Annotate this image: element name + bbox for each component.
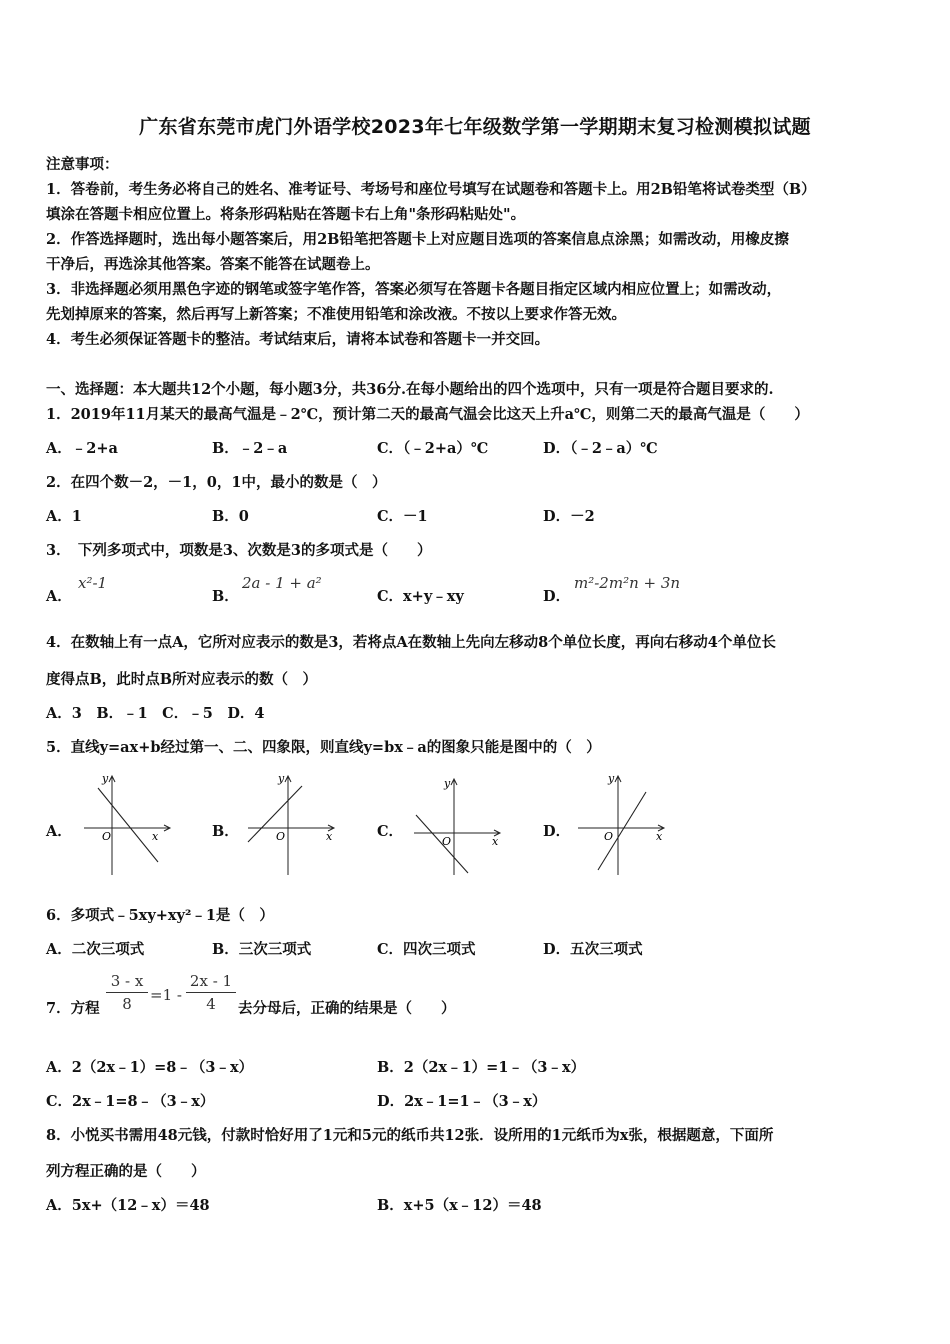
q5-graph-c	[406, 775, 506, 885]
q2-option-a[interactable]: A．1	[46, 508, 82, 525]
y-axis-label: y	[278, 772, 285, 785]
question-2-stem: 2．在四个数－2，－1，0，1中，最小的数是（ ）	[46, 474, 387, 491]
q7-option-a[interactable]: A．2（2x﹣1）=8﹣（3﹣x）	[46, 1059, 254, 1076]
q5-option-c[interactable]: C．	[377, 823, 404, 840]
q6-option-d[interactable]: D．五次三项式	[543, 941, 643, 958]
q7-equation-middle: =1 -	[150, 986, 182, 1004]
question-6-stem: 6．多项式﹣5xy+xy²﹣1是（ ）	[46, 907, 274, 924]
q6-option-a[interactable]: A．二次三项式	[46, 941, 145, 958]
notice-line: 1．答卷前，考生务必将自己的姓名、准考证号、考场号和座位号填写在试题卷和答题卡上。用2B铅笔将试卷类型（B）	[46, 181, 816, 198]
q5-graph-b	[240, 770, 340, 880]
notice-heading: 注意事项：	[46, 156, 119, 173]
x-axis-label: x	[326, 830, 333, 843]
q5-option-b[interactable]: B．	[212, 823, 239, 840]
notice-line: 3．非选择题必须用黑色字迹的钢笔或签字笔作答，答案必须写在答题卡各题目指定区域内相应位置上；如需改动，	[46, 281, 782, 298]
q3-formula-a: x²-1	[78, 574, 108, 592]
q7-fraction-2	[186, 972, 236, 1013]
notice-line: 2．作答选择题时，选出每小题答案后，用2B铅笔把答题卡上对应题目选项的答案信息点涂黑；如需改动，用橡皮擦	[46, 231, 789, 248]
q3-formula-d: m²-2m²n + 3n	[574, 574, 681, 592]
x-axis-label: x	[656, 830, 663, 843]
origin-label: O	[442, 835, 452, 848]
q2-option-c[interactable]: C．－1	[377, 508, 428, 525]
q7-option-c[interactable]: C．2x﹣1=8﹣（3﹣x）	[46, 1093, 215, 1110]
origin-label: O	[604, 830, 614, 843]
origin-label: O	[102, 830, 112, 843]
question-4-stem-cont: 度得点B，此时点B所对应表示的数（ ）	[46, 671, 318, 688]
q7-option-b[interactable]: B．2（2x﹣1）=1﹣（3﹣x）	[377, 1059, 586, 1076]
y-axis-label: y	[102, 772, 109, 785]
q6-option-c[interactable]: C．四次三项式	[377, 941, 476, 958]
fraction-denominator: 8	[122, 995, 132, 1013]
notice-line: 填涂在答题卡相应位置上。将条形码粘贴在答题卡右上角"条形码粘贴处"。	[46, 206, 526, 223]
q6-option-b[interactable]: B．三次三项式	[212, 941, 312, 958]
q5-graph-d	[570, 770, 670, 880]
q2-option-d[interactable]: D．－2	[543, 508, 595, 525]
question-8-stem-cont: 列方程正确的是（ ）	[46, 1163, 206, 1180]
question-4-stem: 4．在数轴上有一点A，它所对应表示的数是3，若将点A在数轴上先向左移动8个单位长度，再向右移动4个单位长	[46, 634, 776, 651]
q5-option-a[interactable]: A．	[46, 823, 72, 840]
page-title: 广东省东莞市虎门外语学校2023年七年级数学第一学期期末复习检测模拟试题	[139, 116, 811, 138]
notice-line: 先划掉原来的答案，然后再写上新答案；不准使用铅笔和涂改液。不按以上要求作答无效。	[46, 306, 626, 323]
q3-formula-b: 2a - 1 + a²	[242, 574, 322, 592]
q3-option-c[interactable]: C．x+y﹣xy	[377, 588, 464, 605]
q2-option-b[interactable]: B．0	[212, 508, 249, 525]
q1-option-c[interactable]: C．（﹣2+a）℃	[377, 440, 489, 457]
origin-label: O	[276, 830, 286, 843]
q8-option-b[interactable]: B．x+5（x﹣12）＝48	[377, 1197, 542, 1214]
q3-option-d[interactable]: D．	[543, 588, 571, 605]
question-1-stem: 1．2019年11月某天的最高气温是﹣2℃，预计第二天的最高气温会比这天上升a℃，则第二天的最高气温是（ ）	[46, 406, 809, 423]
x-axis-label: x	[492, 835, 499, 848]
question-3-stem: 3． 下列多项式中，项数是3、次数是3的多项式是（ ）	[46, 542, 432, 559]
q1-option-a[interactable]: A．﹣2+a	[46, 440, 118, 457]
section-heading: 一、选择题：本大题共12个小题，每小题3分，共36分.在每小题给出的四个选项中，只有一项是符合题目要求的.	[46, 381, 774, 398]
fraction-numerator: 2x - 1	[186, 972, 236, 993]
notice-line: 干净后，再选涂其他答案。答案不能答在试题卷上。	[46, 256, 380, 273]
question-5-stem: 5．直线y=ax+b经过第一、二、四象限，则直线y=bx﹣a的图象只能是图中的（ ）	[46, 739, 601, 756]
fraction-denominator: 4	[206, 995, 216, 1013]
question-7-prefix: 7．方程	[46, 1000, 100, 1017]
q5-graph-a	[76, 770, 176, 880]
question-7-suffix: 去分母后，正确的结果是（ ）	[238, 1000, 456, 1017]
y-axis-label: y	[608, 772, 615, 785]
q1-option-d[interactable]: D．（﹣2﹣a）℃	[543, 440, 658, 457]
notice-line: 4．考生必须保证答题卡的整洁。考试结束后，请将本试卷和答题卡一并交回。	[46, 331, 550, 348]
q7-option-d[interactable]: D．2x﹣1=1﹣（3﹣x）	[377, 1093, 547, 1110]
fraction-numerator: 3 - x	[106, 972, 148, 993]
q3-option-b[interactable]: B．	[212, 588, 239, 605]
q8-option-a[interactable]: A．5x+（12﹣x）＝48	[46, 1197, 210, 1214]
y-axis-label: y	[444, 777, 451, 790]
q1-option-b[interactable]: B．﹣2﹣a	[212, 440, 288, 457]
q7-fraction-1	[106, 972, 148, 1013]
question-8-stem: 8．小悦买书需用48元钱，付款时恰好用了1元和5元的纸币共12张．设所用的1元纸币为x张，根据题意，下面所	[46, 1127, 774, 1144]
q5-option-d[interactable]: D．	[543, 823, 571, 840]
q4-options[interactable]: A．3 B．﹣1 C．﹣5 D．4	[46, 705, 265, 722]
q3-option-a[interactable]: A．	[46, 588, 72, 605]
x-axis-label: x	[152, 830, 159, 843]
